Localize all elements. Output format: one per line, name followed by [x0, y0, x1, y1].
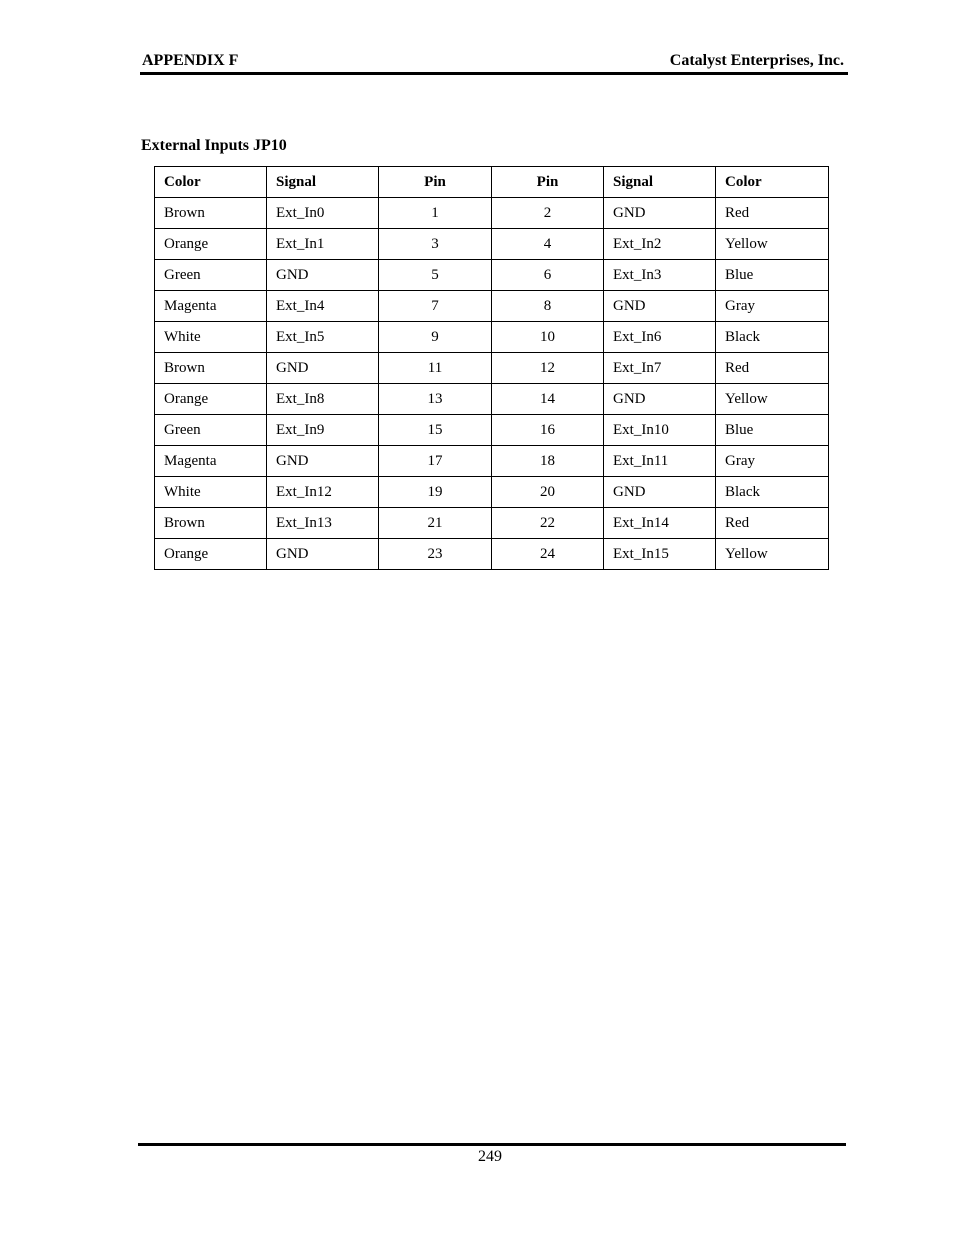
- cell-pin: 16: [492, 415, 604, 446]
- cell-color: Brown: [155, 198, 267, 229]
- cell-pin: 14: [492, 384, 604, 415]
- header-rule: [140, 72, 848, 75]
- cell-color: Yellow: [716, 384, 829, 415]
- section-title: External Inputs JP10: [141, 137, 287, 154]
- cell-signal: GND: [604, 291, 716, 322]
- table-row: [155, 415, 829, 446]
- cell-signal: GND: [604, 384, 716, 415]
- cell-signal: Ext_In15: [604, 539, 716, 570]
- table-row: [155, 322, 829, 353]
- cell-color: Green: [155, 260, 267, 291]
- table-header-row: [155, 167, 829, 198]
- column-header-color: Color: [716, 167, 829, 198]
- cell-signal: Ext_In11: [604, 446, 716, 477]
- table-row: [155, 539, 829, 570]
- cell-signal: Ext_In10: [604, 415, 716, 446]
- column-header-pin: Pin: [379, 167, 492, 198]
- table-row: [155, 291, 829, 322]
- cell-color: Gray: [716, 446, 829, 477]
- cell-signal: GND: [267, 539, 379, 570]
- cell-color: Brown: [155, 353, 267, 384]
- cell-signal: GND: [604, 477, 716, 508]
- table-row: [155, 477, 829, 508]
- cell-signal: Ext_In13: [267, 508, 379, 539]
- cell-color: Black: [716, 477, 829, 508]
- cell-pin: 23: [379, 539, 492, 570]
- cell-color: Magenta: [155, 446, 267, 477]
- cell-color: Orange: [155, 229, 267, 260]
- cell-pin: 13: [379, 384, 492, 415]
- cell-signal: Ext_In1: [267, 229, 379, 260]
- cell-pin: 10: [492, 322, 604, 353]
- cell-pin: 4: [492, 229, 604, 260]
- cell-signal: GND: [604, 198, 716, 229]
- table-row: [155, 229, 829, 260]
- cell-signal: Ext_In12: [267, 477, 379, 508]
- cell-signal: GND: [267, 446, 379, 477]
- cell-signal: GND: [267, 353, 379, 384]
- cell-color: Blue: [716, 415, 829, 446]
- page-number: 249: [478, 1148, 502, 1165]
- table-row: [155, 384, 829, 415]
- cell-color: Red: [716, 508, 829, 539]
- table-row: [155, 508, 829, 539]
- cell-signal: Ext_In8: [267, 384, 379, 415]
- cell-color: Red: [716, 198, 829, 229]
- cell-color: Black: [716, 322, 829, 353]
- footer-rule: [138, 1143, 846, 1146]
- cell-pin: 3: [379, 229, 492, 260]
- cell-pin: 1: [379, 198, 492, 229]
- cell-signal: Ext_In0: [267, 198, 379, 229]
- cell-color: White: [155, 322, 267, 353]
- cell-color: Brown: [155, 508, 267, 539]
- header-appendix-label: APPENDIX F: [142, 52, 239, 69]
- cell-signal: Ext_In6: [604, 322, 716, 353]
- cell-signal: Ext_In7: [604, 353, 716, 384]
- cell-signal: Ext_In14: [604, 508, 716, 539]
- cell-pin: 20: [492, 477, 604, 508]
- cell-color: Yellow: [716, 539, 829, 570]
- column-header-color: Color: [155, 167, 267, 198]
- cell-signal: GND: [267, 260, 379, 291]
- cell-pin: 15: [379, 415, 492, 446]
- cell-color: Orange: [155, 384, 267, 415]
- cell-color: Yellow: [716, 229, 829, 260]
- cell-signal: Ext_In3: [604, 260, 716, 291]
- cell-color: Magenta: [155, 291, 267, 322]
- cell-signal: Ext_In9: [267, 415, 379, 446]
- table-row: [155, 198, 829, 229]
- table-row: [155, 353, 829, 384]
- cell-pin: 24: [492, 539, 604, 570]
- column-header-pin: Pin: [492, 167, 604, 198]
- column-header-signal: Signal: [267, 167, 379, 198]
- cell-pin: 11: [379, 353, 492, 384]
- cell-color: Gray: [716, 291, 829, 322]
- column-header-signal: Signal: [604, 167, 716, 198]
- cell-signal: Ext_In5: [267, 322, 379, 353]
- cell-pin: 8: [492, 291, 604, 322]
- cell-color: White: [155, 477, 267, 508]
- pinout-table: [154, 166, 829, 570]
- cell-pin: 12: [492, 353, 604, 384]
- cell-pin: 21: [379, 508, 492, 539]
- cell-signal: Ext_In4: [267, 291, 379, 322]
- cell-pin: 6: [492, 260, 604, 291]
- cell-pin: 7: [379, 291, 492, 322]
- cell-color: Green: [155, 415, 267, 446]
- cell-pin: 22: [492, 508, 604, 539]
- cell-pin: 5: [379, 260, 492, 291]
- cell-pin: 17: [379, 446, 492, 477]
- cell-pin: 18: [492, 446, 604, 477]
- page-header: [140, 52, 846, 72]
- header-company-name: Catalyst Enterprises, Inc.: [669, 52, 844, 69]
- table-row: [155, 446, 829, 477]
- cell-signal: Ext_In2: [604, 229, 716, 260]
- cell-pin: 9: [379, 322, 492, 353]
- table-row: [155, 260, 829, 291]
- cell-pin: 2: [492, 198, 604, 229]
- cell-color: Orange: [155, 539, 267, 570]
- cell-pin: 19: [379, 477, 492, 508]
- cell-color: Red: [716, 353, 829, 384]
- cell-color: Blue: [716, 260, 829, 291]
